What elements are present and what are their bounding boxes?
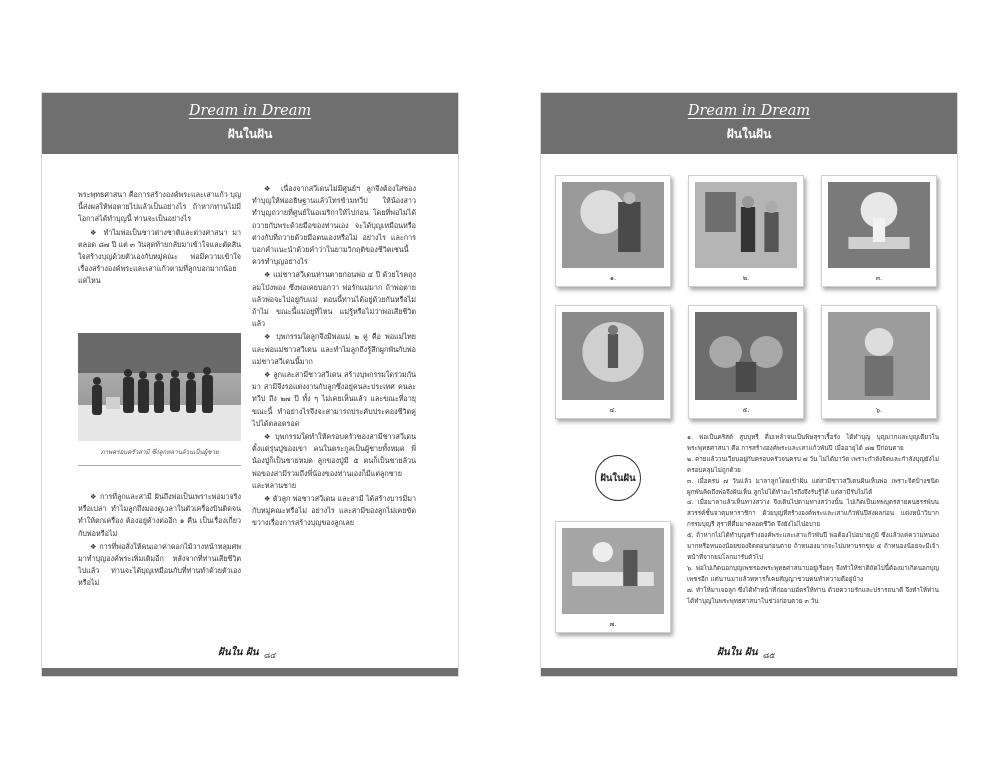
panel-number: ๕.	[742, 406, 750, 414]
caption-divider	[78, 465, 241, 466]
note-item: ๒. ตายแล้ววนเวียนอยู่กับครอบครัวจนครบ ๗ วัน ไม่ได้มาวัด เพราะกำลังจิตและกำลังบุญยังไม่ครอบคลุมไม่ถูกด้วย	[687, 455, 939, 474]
panel-illustration	[695, 182, 797, 268]
header-title-th: ฝันในฝัน	[726, 127, 772, 141]
photo-caption: ภาพครอบครัวสามี ซึ่งลูกหลานล้วนเป็นผู้ชาย	[100, 449, 219, 456]
left-page	[42, 93, 458, 676]
paragraph: ❖ บุพกรรมใดทำให้ครอบครัวของสามีชาวสวีเดน ตั้งแต่รุ่นปู่ของเขา คนในตระกูลเป็นผู้ชายทั้งหมด พี่น้องปู่ก็เป็นชายหมด ลูกของปู่มี ๕ คนก็เป็นชายล้วน พ่อของสามีรวมถึงพี่น้องของท่านเองก็มีแต่ลูกชาย และหลานชาย	[252, 432, 416, 490]
page-number: ๘๔	[264, 651, 277, 660]
panel-number: ๗.	[609, 620, 617, 628]
paragraph: ❖ เนื่องจากสวีเดนไม่มีศูนย์ฯ ลูกจึงต้องใส่ซองทำบุญให้พ่ออธิษฐานแล้วโทรข้ามทวีป ให้น้องสาวทำบุญถวายที่ศูนย์ในอเมริกาให้ไปก่อน โดยที่พ่อไม่ได้ถวายกับพระด้วยมือของท่านเอง จะได้บุญเหมือนหรือต่างกับที่ถวายด้วยมือตนเองหรือไม่ อย่างไร และการบอกคำแนะนำด้วยคำว่าในยามวิกฤติของชีวิตเช่นนี้ควรทำบุญอย่างไร	[252, 184, 416, 267]
note-item: ๔. เมื่อมาลาแล้วเห็นทางสว่าง จึงเดินไปตามทางสว่างนั้น ไปเกิดเป็นเทพบุตรสายคนธรรพ์บนสวรรค์ชั้นจาตุมหาราชิกา ด้วยบุญที่สร้างองค์พระและเสาแก้วพันปีส่งผลก่อน แต่งหน้าวิบากกรรมบุญรี สุราที่ดื่มมาตลอดชีวิต จึงยังไม่ไปอบาย	[687, 499, 939, 529]
paragraph: ❖ แม่ชาวสวีเดนท่านตายก่อนพ่อ ๔ ปี ด้วยโรคถุงลมโป่งพอง ซึ่งพ่อเคยบอกว่า พ่อรักแม่มาก ถ้าพ่อตายแล้วพ่อจะไปอยู่กับแม่ ตอนนี้ท่านได้อยู่ด้วยกันหรือไม่ ถ้าไม่ ขณะนี้แม่อยู่ที่ไหน แม่รู้หรือไม่ว่าพ่อเสียชีวิตแล้ว	[252, 270, 416, 329]
paragraph: ❖ บุพกรรมใดลูกจึงมีพ่อแม่ ๒ คู่ คือ พ่อแม่ไทยและพ่อแม่ชาวสวีเดน และทำไมลูกถึงรู้สึกผูกพันกับพ่อแม่ชาวสวีเดนนี้มาก	[252, 332, 416, 366]
calligraphy-logo-icon: ฝันใน ฝัน	[717, 647, 758, 658]
paragraph: พระพุทธศาสนา คือการสร้างองค์พระและเสาแก้ว บุญนี้ส่งผลให้พ่อตายไปแล้วเป็นอย่างไร ถ้าหากท่านไม่มีโอกาสได้ทำบุญนี้ ท่านจะเป็นอย่างไร	[78, 190, 241, 224]
panel-illustration	[828, 312, 930, 400]
paragraph: ❖ ทำไมพ่อเป็นชาวต่างชาติและต่างศาสนา มาตลอด ๘๗ ปี แต่ ๓ วันสุดท้ายกลับมาเข้าใจและตัดสินใจสร้างบุญด้วยตัวเองกับหมู่คณะ พ่อมีความเข้าใจเรื่องสร้างองค์พระและเสาแก้วตามที่ลูกบอกมากน้อยแค่ไหน	[78, 227, 241, 286]
header-title-en: Dream in Dream	[188, 103, 312, 119]
panel-illustration	[562, 528, 664, 614]
header-title-th: ฝันในฝัน	[227, 127, 273, 141]
note-item: ๕. ถ้าหากไม่ได้ทำบุญสร้างองค์พระและเสาแก้วพันปี พ่อต้องไปอบายภูมิ ซึ่งแล้วแต่ความหนองมากหรือหนองน้อยของจิตตอนก่อนตาย ถ้าหนองมากจะไปมหานรกขุม ๕ ถ้าหนองน้อยจะมีเจ้าหน้าที่จากยมโลกมารับตัวไป	[687, 532, 939, 561]
panel-number: ๓.	[875, 274, 883, 282]
page-header	[42, 93, 458, 154]
dream-panel	[555, 305, 671, 419]
footer-band	[42, 668, 458, 676]
page-header	[541, 93, 957, 154]
left-column-bottom	[78, 491, 241, 591]
page-number: ๘๕	[763, 651, 776, 660]
note-item: ๑. พ่อเป็นคริสต์ สูบบุหรี่ ดื่มเหล้าจนเป็นพิษสุราเรื้อรัง ได้ทำบุญ บุญมากและบุญเดียวในพระพุทธศาสนา คือ การสร้างองค์พระและเสาแก้วพันปี เมื่ออายุได้ ๘๗ ปีก่อนตาย	[687, 434, 939, 452]
footer-band	[541, 668, 957, 676]
right-page	[541, 93, 957, 676]
note-item: ๖. พ่อไปเกิดนอกบุญเพชรองพระพุทธศาสนาบอยู่เรื่อยๆ จึงทำให้ชาติถัดไปนี้ต้องมาเกิดนอกบุญเพชรอีก แต่นานมาแล้วทหารก็เคยสัญญาชวนคนทำความดีอยู่บ้าง	[687, 564, 939, 583]
family-photo-illustration	[78, 333, 241, 441]
panel-illustration	[562, 312, 664, 400]
panel-illustration	[695, 312, 797, 400]
dream-panel	[821, 175, 937, 287]
panel-illustration	[828, 182, 930, 268]
paragraph: ❖ การที่ลูกและสามี ฝันถึงพ่อเป็นเพราะพ่อมาจริงหรือเปล่า ทำไมลูกถึงมองดูเวลาในตัวเครื่องบินติดจนทำให้ตกเครื่อง ต้องอยู่ค้างต่ออีก ๑ คืน เป็นเรื่องเกี่ยวกับพ่อหรือไม่	[78, 492, 241, 538]
paragraph: ❖ ลูกและสามีชาวสวีเดน สร้างบุพกรรมใดร่วมกันมา สามีจึงรอแต่งงานกับลูกซึ่งอยู่คนละประเทศ คนละทวีป ถึง ๒๗ ปี ทั้ง ๆ ไม่เคยเห็นแล้ว และขณะที่อายุขณะนี้ ทำอย่างไรจึงจะสามารถประคับประคองชีวิตคู่ไปได้ตลอดรอด	[252, 370, 416, 428]
panel-notes	[687, 433, 939, 608]
dream-panel	[555, 521, 671, 633]
note-item: ๓. เมื่อครบ ๗ วันแล้ว มาลาลูกโดยเข้าฝัน แต่สามีชาวสวีเดนฝันเห็นพ่อ เพราะจิตบ้างชนิดผูกพันคิดถึงพ่อจึงฝันเห็น ลูกไม่ได้ทำอะไรถึงจึงรับรู้ได้ แต่สามีรับไม่ได้	[687, 477, 939, 496]
dream-panel	[688, 305, 804, 419]
family-photo	[78, 333, 241, 441]
panel-number: ๖.	[875, 406, 883, 414]
dream-panel	[821, 305, 937, 419]
panel-number: ๒.	[742, 274, 750, 282]
right-column	[252, 183, 416, 531]
panel-illustration	[562, 182, 664, 268]
note-item: ๗. ทำให้มาเจอลูก ซึ่งได้ทำหน้าที่ก่อยามอัตรให้ท่าน ด้วยความรักและปรารถนาดี จึงทำให้ท่านได้ทำบุญในพระพุทธศาสนาในช่วงก่อนตาย ๓ วัน	[687, 586, 939, 605]
circle-stamp-icon: ฝันในฝัน	[595, 455, 641, 501]
dream-panel	[688, 175, 804, 287]
calligraphy-logo-icon: ฝันใน ฝัน	[218, 647, 259, 658]
panel-number: ๑.	[609, 274, 617, 282]
panel-number: ๔.	[609, 406, 617, 414]
paragraph: ❖ ตัวลูก พ่อชาวสวีเดน และสามี ได้สร้างบารมีมากับหมู่คณะหรือไม่ อย่างไร และสามีของลูกไม่เคยขัดขวางเรื่องการสร้างบุญของลูกเลย	[252, 494, 416, 528]
header-title-en: Dream in Dream	[687, 103, 811, 119]
left-column-top	[78, 189, 241, 289]
dream-panel	[555, 175, 671, 287]
paragraph: ❖ การที่พ่อสั่งให้คนเอาค่าดอกไม้วางหน้าหลุมศพมาทำบุญองค์พระเพิ่มเติมอีก หลังจากที่ท่านเสียชีวิตไปแล้ว ท่านจะได้บุญเหมือนกับที่ท่านทำด้วยตัวเองหรือไม่	[78, 541, 241, 588]
